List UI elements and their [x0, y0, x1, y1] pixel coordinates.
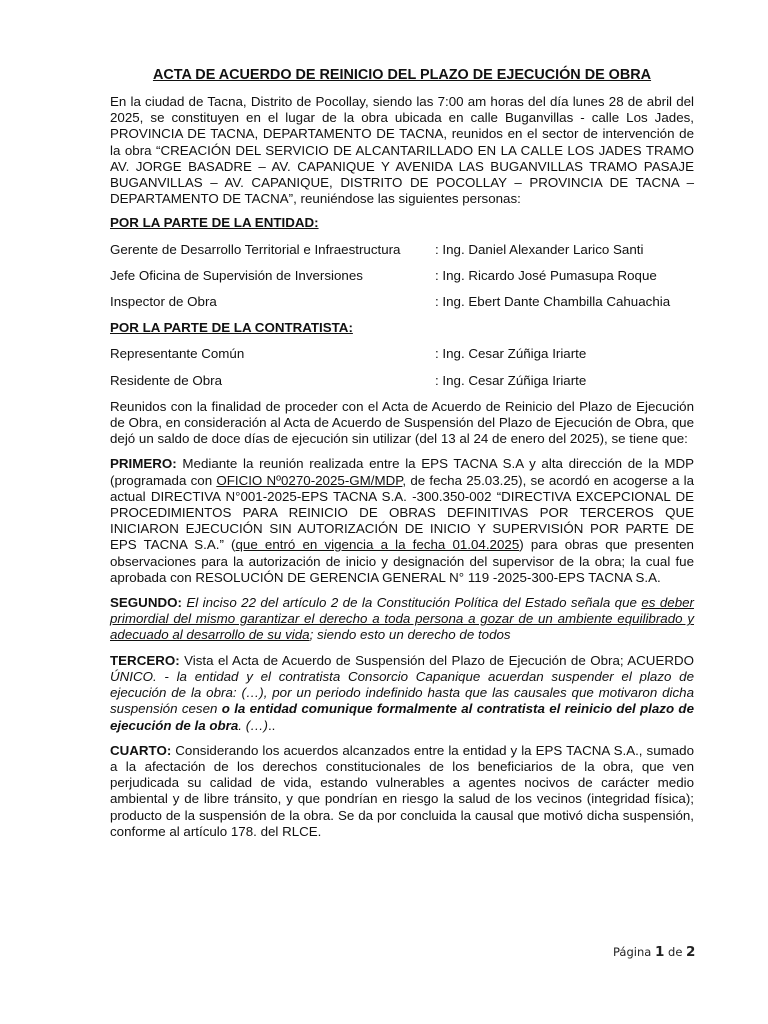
primero-text: , de fecha 25.03.25), se acordó en acogerse a la actual DIRECTIVA N°001-2025-EPS TACNA S.A. -300.350-002 “DIRECTIVA EXCEPCIONAL DE PROCEDIMIENTOS PARA REINICIO DE OBRAS DEFINITIVAS POR TERCEROS QUE INICIARON EJECUCIÓN SIN AUTORIZACIÓN DE INICIO Y SUPERVISIÓN POR PARTE DE EPS TACNA S.A.” (	[110, 472, 694, 553]
entidad-row	[110, 294, 694, 310]
primero-text: ) para obras que presenten observaciones para la autorización de inicio y designación del supervisor de la obra; la cual fue aprobada con RESOLUCIÓN DE GERENCIA GENERAL N° 119 -2025-300-EPS TACNA S.A.	[110, 537, 694, 585]
total-pages: 2	[686, 944, 696, 960]
entidad-role: Inspector de Obra	[110, 294, 217, 310]
tercero-bold-quote: o la entidad comunique formalmente al contratista el reinicio del plazo de ejecución de la obra	[110, 701, 694, 733]
tercero-paragraph	[110, 653, 694, 734]
segundo-text: ; siendo esto un derecho de todos	[309, 627, 511, 643]
entidad-role: Gerente de Desarrollo Territorial e Infraestructura	[110, 241, 401, 257]
document-title: ACTA DE ACUERDO DE REINICIO DEL PLAZO DE EJECUCIÓN DE OBRA	[152, 67, 652, 83]
contratista-role: Residente de Obra	[110, 372, 223, 388]
contratista-role: Representante Común	[110, 346, 245, 362]
tercero-text: Vista el Acta de Acuerdo de Suspensión del Plazo de Ejecución de Obra; ACUERDO	[179, 652, 694, 668]
entidad-name: : Ing. Ebert Dante Chambilla Cahuachia	[435, 294, 671, 310]
of-label: de	[668, 945, 683, 959]
tercero-text: ..	[267, 717, 276, 733]
reunidos-paragraph: Reunidos con la finalidad de proceder con el Acta de Acuerdo de Reinicio del Plazo de Ejecución de Obra, en consideración al Acta de Acuerdo de Suspensión del Plazo de Ejecución de Obra, que dejó un saldo de doce días de ejecución sin utilizar (del 13 al 24 de enero del 2025), se tiene que:	[110, 398, 694, 447]
entidad-row	[110, 268, 694, 284]
primero-label: PRIMERO:	[110, 456, 177, 472]
oficio-reference: OFICIO Nº0270-2025-GM/MDP	[216, 472, 403, 488]
contratista-name: : Ing. Cesar Zúñiga Iriarte	[435, 346, 587, 362]
contratista-heading: POR LA PARTE DE LA CONTRATISTA:	[110, 320, 353, 336]
cuarto-text: Considerando los acuerdos alcanzados entre la entidad y la EPS TACNA S.A., sumado a la afectación de los derechos constitucionales de los beneficiarios de la obra, que ven perjudicada su calidad de vida, estando vulnerables a agentes nocivos de carácter medio ambiental y de libre tránsito, y que pondrían en riesgo la salud de los vecinos (integridad física); producto de la suspensión de la obra. Se da por concluida la causal que motivó dicha suspensión, conforme al artículo 178. del RLCE.	[110, 742, 694, 839]
primero-paragraph	[110, 456, 694, 586]
cuarto-paragraph	[110, 743, 694, 840]
primero-text: Mediante la reunión realizada entre la EPS TACNA S.A y alta dirección de la MDP (programada con	[110, 456, 694, 488]
tercero-quote: ÚNICO. - la entidad y el contratista Consorcio Capanique acuerdan suspender el plazo de ejecución de la obra: (…), por un periodo indefinido hasta que las causales que motivaron dicha suspensión cesen	[110, 668, 694, 717]
entidad-name: : Ing. Daniel Alexander Larico Santi	[435, 241, 644, 257]
tercero-text: . (…)	[238, 717, 268, 733]
segundo-label: SEGUNDO:	[110, 595, 182, 611]
contratista-row	[110, 373, 694, 389]
contratista-name: : Ing. Cesar Zúñiga Iriarte	[435, 372, 587, 388]
segundo-underlined: es deber primordial del mismo garantizar el derecho a toda persona a gozar de un ambiente equilibrado y adecuado al desarrollo de su vida	[110, 595, 694, 643]
entidad-name: : Ing. Ricardo José Pumasupa Roque	[435, 267, 657, 283]
vigencia-note: que entró en vigencia a la fecha 01.04.2025	[235, 537, 520, 553]
page-label: Página	[613, 945, 652, 959]
entidad-role: Jefe Oficina de Supervisión de Inversiones	[110, 267, 363, 283]
entidad-row	[110, 242, 694, 258]
segundo-paragraph	[110, 595, 694, 644]
intro-paragraph: En la ciudad de Tacna, Distrito de Pocollay, siendo las 7:00 am horas del día lunes 28 de abril del 2025, se constituyen en el lugar de la obra ubicada en calle Buganvillas - calle Los Jades, PROVINCIA DE TACNA, DEPARTAMENTO DE TACNA, reunidos en el sector de intervención de la obra “CREACIÓN DEL SERVICIO DE ALCANTARILLADO EN LA CALLE LOS JADES TRAMO AV. JORGE BASADRE – AV. CAPANIQUE Y AVENIDA LAS BUGANVILLAS TRAMO PASAJE BUGANVILLAS – AV. CAPANIQUE, DISTRITO DE POCOLLAY – PROVINCIA DE TACNA – DEPARTAMENTO DE TACNA”, reuniéndose las siguientes personas:	[110, 94, 694, 207]
cuarto-label: CUARTO:	[110, 742, 172, 758]
page-number-footer	[613, 944, 695, 960]
current-page: 1	[654, 944, 665, 960]
tercero-label: TERCERO:	[110, 652, 180, 668]
document-body	[110, 66, 694, 840]
contratista-row	[110, 346, 694, 362]
entidad-heading: POR LA PARTE DE LA ENTIDAD:	[110, 215, 319, 231]
segundo-text: El inciso 22 del artículo 2 de la Constitución Política del Estado señala que	[181, 595, 642, 611]
